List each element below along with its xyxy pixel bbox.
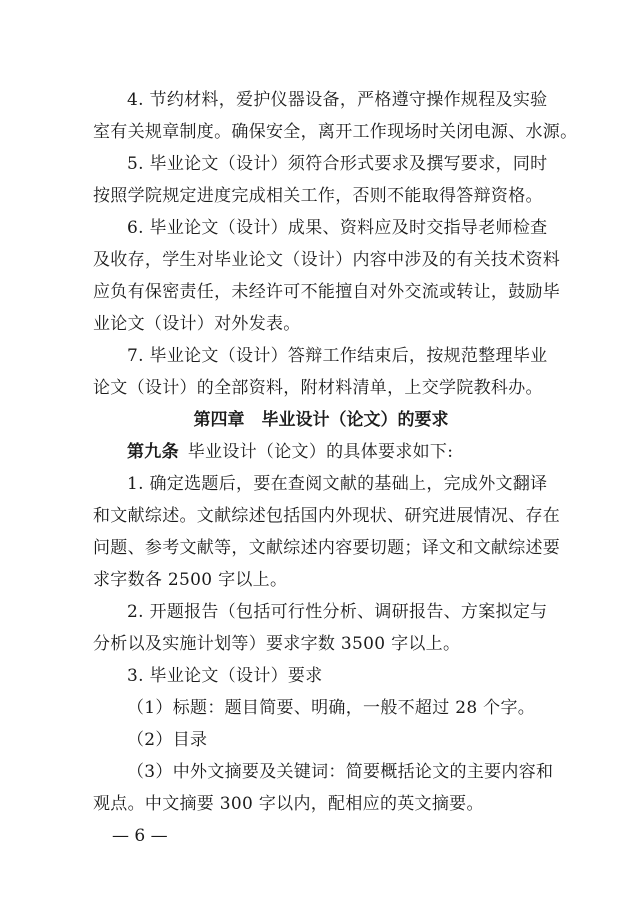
text-line: 3. 毕业论文（设计）要求: [127, 666, 323, 686]
sub-item-title: [93, 692, 549, 724]
text-line: （1）标题：题目简要、明确，一般不超过 28 个字。: [127, 698, 536, 718]
text-line: 分析以及实施计划等）要求字数 3500 字以上。: [93, 634, 461, 654]
requirement-item-3: [93, 660, 549, 692]
text-line: 7. 毕业论文（设计）答辩工作结束后，按规范整理毕业: [127, 346, 548, 366]
chapter-title: 第四章 毕业设计（论文）的要求: [193, 410, 449, 430]
text-line: 论文（设计）的全部资料，附材料清单，上交学院教科办。: [93, 378, 543, 398]
requirement-item-1: [93, 468, 561, 596]
sub-item-abstract: [93, 756, 554, 820]
text-line: （3）中外文摘要及关键词：简要概括论文的主要内容和: [127, 762, 554, 782]
article-nine: [93, 436, 549, 468]
text-line: 业论文（设计）对外发表。: [93, 314, 301, 334]
text-line: 4. 节约材料，爱护仪器设备，严格遵守操作规程及实验: [127, 90, 548, 110]
text-line: 求字数各 2500 字以上。: [93, 570, 288, 590]
text-line: 室有关规章制度。确保安全，离开工作现场时关闭电源、水源。: [93, 122, 578, 142]
paragraph-item-6: [93, 212, 561, 340]
text-line: 及收存，学生对毕业论文（设计）内容中涉及的有关技术资料: [93, 250, 561, 270]
text-line: 应负有保密责任，未经许可不能擅自对外交流或转让，鼓励毕: [93, 282, 561, 302]
sub-item-toc: [93, 724, 549, 756]
requirement-item-2: [93, 596, 549, 660]
text-line: 1. 确定选题后，要在查阅文献的基础上，完成外文翻译: [127, 474, 548, 494]
page-content: [93, 84, 578, 820]
text-line: 观点。中文摘要 300 字以内，配相应的英文摘要。: [93, 794, 484, 814]
text-line: 6. 毕业论文（设计）成果、资料应及时交指导老师检查: [127, 218, 548, 238]
paragraph-item-7: [93, 340, 549, 404]
article-text: 毕业设计（论文）的具体要求如下:: [187, 442, 454, 462]
text-line: 按照学院规定进度完成相关工作，否则不能取得答辩资格。: [93, 186, 543, 206]
article-heading: 第九条: [127, 442, 179, 462]
text-line: 2. 开题报告（包括可行性分析、调研报告、方案拟定与: [127, 602, 548, 622]
text-line: 问题、参考文献等，文献综述内容要切题；译文和文献综述要: [93, 538, 561, 558]
paragraph-item-4: [93, 84, 578, 148]
page-number: — 6 —: [112, 826, 168, 846]
paragraph-item-5: [93, 148, 549, 212]
text-line: 和文献综述。文献综述包括国内外现状、研究进展情况、存在: [93, 506, 561, 526]
article-line: [93, 436, 549, 468]
text-line: （2）目录: [127, 730, 208, 750]
text-line: 5. 毕业论文（设计）须符合形式要求及撰写要求，同时: [127, 154, 548, 174]
